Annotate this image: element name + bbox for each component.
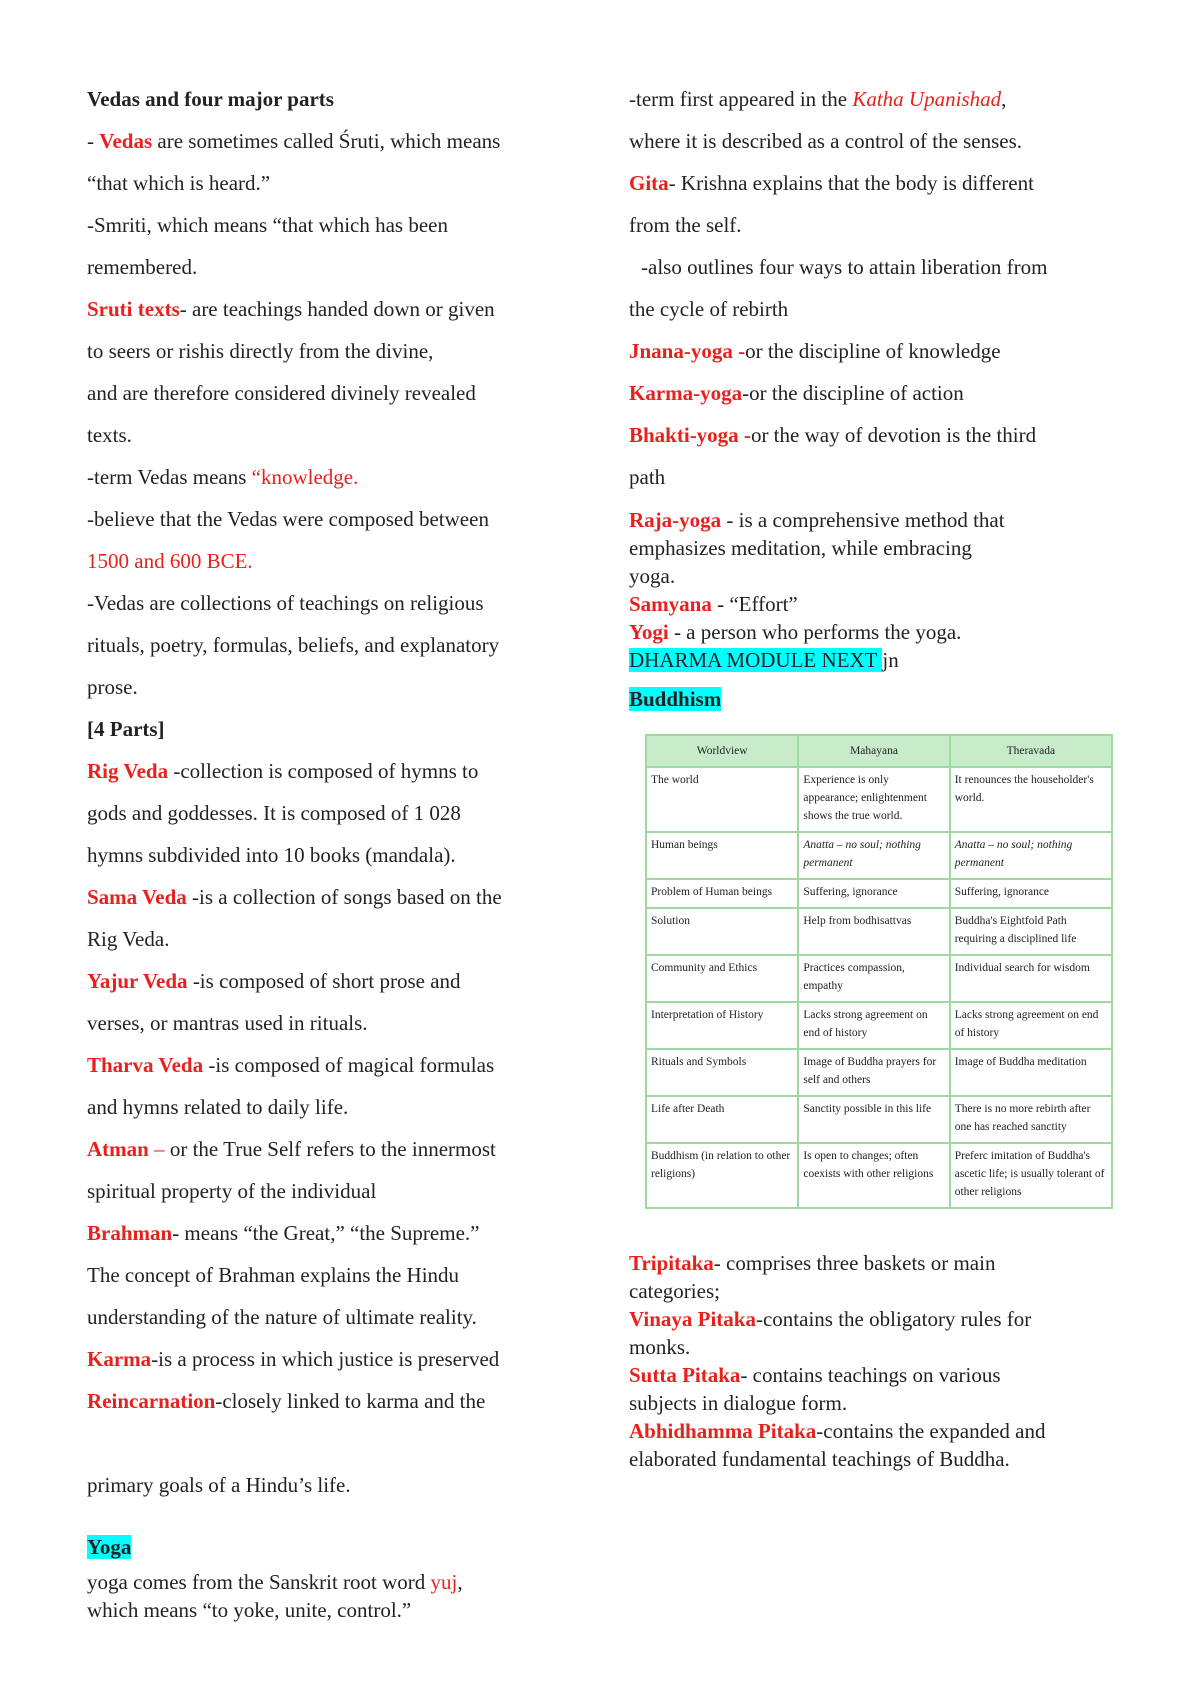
term-vedas: Vedas [99,129,153,153]
text-line: from the self. [629,213,742,237]
table-cell: Interpretation of History [646,1002,798,1049]
sutta-line: Sutta Pitaka- contains teachings on various [629,1363,1001,1387]
table-cell: Preferc imitation of Buddha's ascetic life; is usually tolerant of other religions [950,1143,1112,1208]
text-line: and hymns related to daily life. [87,1095,349,1119]
rig-veda-line: Rig Veda -collection is composed of hymns to [87,759,479,783]
text-line: monks. [629,1335,691,1359]
table-header-row [646,735,1112,767]
buddhism-comparison-table [645,734,1113,1209]
text-line: -Vedas are collections of teachings on religious [87,591,484,615]
section-title-vedas: Vedas and four major parts [87,87,334,111]
term-sutta-pitaka: Sutta Pitaka [629,1363,741,1387]
text-line: to seers or rishis directly from the divine, [87,339,434,363]
jnana-yoga-line: Jnana-yoga -or the discipline of knowledge [629,339,1001,363]
table-cell: Individual search for wisdom [950,955,1112,1002]
table-row [646,879,1112,908]
table-header: Mahayana [798,735,949,767]
term-sama-veda: Sama Veda [87,885,187,909]
table-row [646,767,1112,832]
bhakti-yoga-line: Bhakti-yoga -or the way of devotion is the third [629,423,1037,447]
table-cell: Help from bodhisattvas [798,908,949,955]
buddhism-heading: Buddhism [629,687,722,711]
text-line: elaborated fundamental teachings of Buddha. [629,1447,1010,1471]
table-row [646,1049,1112,1096]
yajur-veda-line: Yajur Veda -is composed of short prose and [87,969,461,993]
term-tripitaka: Tripitaka [629,1251,714,1275]
reincarnation-line: Reincarnation-closely linked to karma and the [87,1389,486,1413]
term-jnana-yoga: Jnana-yoga - [629,339,746,363]
term-vinaya-pitaka: Vinaya Pitaka [629,1307,756,1331]
text-line: emphasizes meditation, while embracing [629,536,972,560]
term-reincarnation: Reincarnation [87,1389,216,1413]
karma-line: Karma-is a process in which justice is preserved [87,1347,500,1371]
text-line: -also outlines four ways to attain liberation from [641,255,1048,279]
text-line: -Smriti, which means “that which has been [87,213,448,237]
spacer [87,1422,587,1464]
term-gita: Gita [629,171,669,195]
text-line: verses, or mantras used in rituals. [87,1011,368,1035]
table-cell: The world [646,767,798,832]
term-karma: Karma [87,1347,152,1371]
table-row [646,1096,1112,1143]
yoga-heading: Yoga [87,1535,132,1559]
term-tharva-veda: Tharva Veda [87,1053,204,1077]
highlight-yuj: yuj [430,1570,458,1594]
text-line: understanding of the nature of ultimate reality. [87,1305,477,1329]
sruti-line: Sruti texts- are teachings handed down or given [87,297,495,321]
table-row [646,1002,1112,1049]
highlight-dates: 1500 and 600 BCE. [87,549,253,573]
samyana-line: Samyana - “Effort” [629,592,798,616]
text-line: rituals, poetry, formulas, beliefs, and explanatory [87,633,500,657]
tharva-veda-line: Tharva Veda -is composed of magical formulas [87,1053,495,1077]
text-line: spiritual property of the individual [87,1179,377,1203]
table-cell: Anatta – no soul; nothing permanent [950,832,1112,879]
table-cell: Solution [646,908,798,955]
gita-line: Gita- Krishna explains that the body is different [629,171,1034,195]
term-yajur-veda: Yajur Veda [87,969,188,993]
text-line: and are therefore considered divinely revealed [87,381,476,405]
table-cell: Buddhism (in relation to other religions) [646,1143,798,1208]
table-cell: Practices compassion, empathy [798,955,949,1002]
buddhism-table-wrapper [645,734,1119,1209]
table-cell: Experience is only appearance; enlightenment shows the true world. [798,767,949,832]
table-cell: Buddha's Eightfold Path requiring a disciplined life [950,908,1112,955]
term-rig-veda: Rig Veda [87,759,169,783]
text-line: path [629,465,666,489]
table-row [646,955,1112,1002]
spacer [629,1209,1119,1249]
dharma-highlight: DHARMA MODULE NEXT [629,648,883,672]
table-cell: Lacks strong agreement on end of history [950,1002,1112,1049]
table-cell: Community and Ethics [646,955,798,1002]
text-line: “that which is heard.” [87,171,271,195]
yogi-line: Yogi - a person who performs the yoga. [629,620,962,644]
text-line: yoga. [629,564,676,588]
right-column [629,78,1119,1473]
term-atman: Atman [87,1137,149,1161]
text-line: where it is described as a control of the senses. [629,129,1023,153]
table-row [646,908,1112,955]
tripitaka-line: Tripitaka- comprises three baskets or main [629,1251,996,1275]
table-cell: Lacks strong agreement on end of history [798,1002,949,1049]
vinaya-line: Vinaya Pitaka-contains the obligatory rules for [629,1307,1032,1331]
text-line: primary goals of a Hindu’s life. [87,1473,351,1497]
text-line: texts. [87,423,132,447]
term-karma-yoga: Karma-yoga [629,381,743,405]
text-line: remembered. [87,255,198,279]
text-line: The concept of Brahman explains the Hindu [87,1263,460,1287]
table-header: Theravada [950,735,1112,767]
text-line: gods and goddesses. It is composed of 1 028 [87,801,461,825]
atman-line: Atman – or the True Self refers to the innermost [87,1137,496,1161]
table-cell: Problem of Human beings [646,879,798,908]
table-cell: Sanctity possible in this life [798,1096,949,1143]
term-samyana: Samyana [629,592,712,616]
text-line: Rig Veda. [87,927,170,951]
text-line: hymns subdivided into 10 books (mandala). [87,843,456,867]
table-cell: Rituals and Symbols [646,1049,798,1096]
term-brahman: Brahman [87,1221,173,1245]
text-line: the cycle of rebirth [629,297,789,321]
text-line: subjects in dialogue form. [629,1391,848,1415]
katha-line: -term first appeared in the Katha Upanishad, [629,87,1007,111]
table-cell: Image of Buddha meditation [950,1049,1112,1096]
karma-yoga-line: Karma-yoga-or the discipline of action [629,381,964,405]
term-abhidhamma-pitaka: Abhidhamma Pitaka [629,1419,817,1443]
knowledge-line: -term Vedas means “knowledge. [87,465,359,489]
table-cell: Suffering, ignorance [798,879,949,908]
abhidhamma-line: Abhidhamma Pitaka-contains the expanded and [629,1419,1046,1443]
table-row [646,832,1112,879]
term-yogi: Yogi [629,620,669,644]
term-sruti: Sruti texts [87,297,180,321]
raja-yoga-line: Raja-yoga - is a comprehensive method that [629,508,1005,532]
table-cell: Is open to changes; often coexists with other religions [798,1143,949,1208]
text-line: which means “to yoke, unite, control.” [87,1598,412,1622]
table-cell: It renounces the householder's world. [950,767,1112,832]
term-bhakti-yoga: Bhakti-yoga - [629,423,751,447]
table-cell: Anatta – no soul; nothing permanent [798,832,949,879]
highlight-katha-upanishad: Katha Upanishad [852,87,1002,111]
dharma-note: DHARMA MODULE NEXT jn [629,648,899,672]
text-line: -believe that the Vedas were composed between [87,507,489,531]
table-row [646,1143,1112,1208]
table-cell: There is no more rebirth after one has reached sanctity [950,1096,1112,1143]
table-cell: Image of Buddha prayers for self and others [798,1049,949,1096]
term-raja-yoga: Raja-yoga [629,508,722,532]
text-line: categories; [629,1279,720,1303]
table-header: Worldview [646,735,798,767]
vedas-line: - Vedas are sometimes called Śruti, which means [87,129,501,153]
spacer [87,1506,587,1526]
table-cell: Human beings [646,832,798,879]
yuj-line: yoga comes from the Sanskrit root word yuj, [87,1570,463,1594]
sama-veda-line: Sama Veda -is a collection of songs based on the [87,885,502,909]
left-column [87,78,587,1624]
parts-heading: [4 Parts] [87,717,165,741]
table-cell: Life after Death [646,1096,798,1143]
table-cell: Suffering, ignorance [950,879,1112,908]
text-line: prose. [87,675,138,699]
highlight-knowledge: “knowledge. [251,465,359,489]
brahman-line: Brahman- means “the Great,” “the Supreme.” [87,1221,480,1245]
